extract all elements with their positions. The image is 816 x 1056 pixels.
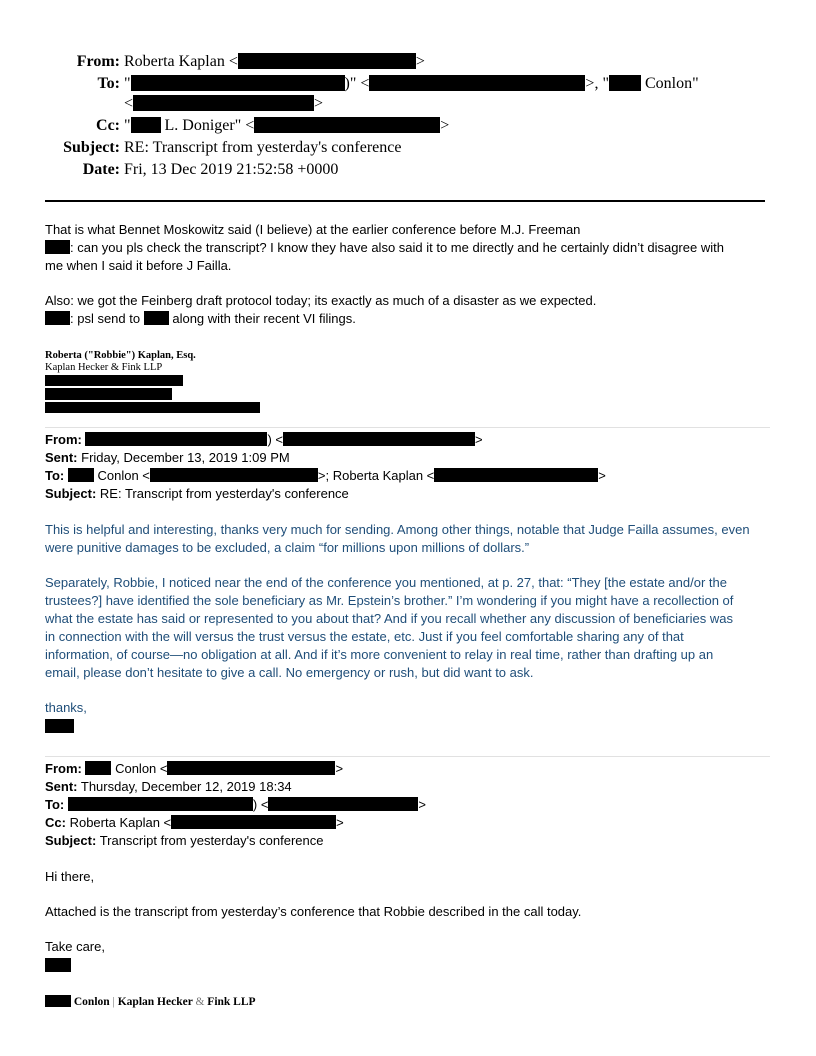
redaction: [609, 75, 641, 91]
message-header-2: From: ) < > Sent: Friday, December 13, 2019 1:09 PM To: Conlon < >; Roberta Kaplan < > Subject: RE: Transcript from yesterday's conference: [45, 432, 606, 501]
message-divider: [45, 427, 770, 428]
redaction: [45, 311, 70, 325]
closing-take-care: Take care,: [45, 939, 105, 954]
from-label: From:: [76, 53, 120, 70]
date-label: Date:: [82, 161, 120, 178]
header-divider: [45, 200, 765, 202]
redaction: [85, 761, 111, 775]
redaction: [131, 75, 345, 91]
redaction: [268, 797, 418, 811]
redaction: [283, 432, 475, 446]
date-value: Fri, 13 Dec 2019 21:52:58 +0000: [124, 161, 339, 178]
footer-signature: Conlon | Kaplan Hecker & Fink LLP: [45, 995, 770, 1008]
redaction: [68, 468, 94, 482]
redaction: [68, 797, 253, 811]
email-header: From: Roberta Kaplan < > To: " )" < >, " Conlon" < > Cc: " L. Doniger" < > Subject: RE: Transcript from yesterday's conference Date: Fri, 13 Dec 2019 21:52:58 +0000: [0, 52, 816, 182]
redaction: [171, 815, 336, 829]
redaction: [45, 375, 183, 386]
redaction: [45, 958, 71, 972]
redaction: [434, 468, 598, 482]
subject-label: Subject:: [63, 139, 120, 156]
to-label: To:: [97, 75, 120, 92]
message-body-3: Hi there, Attached is the transcript from yesterday’s conference that Robbie described in the call today. Take care,: [45, 868, 770, 972]
message-body-1: That is what Bennet Moskowitz said (I believe) at the earlier conference before M.J. Freeman : can you pls check the transcript? I know they have also said it to me directly and he certainly didn’t disagree with me when I said it before J Failla. Also: we got the Feinberg draft protocol today; its exactly as much of a disaster as we expected. : psl send to along with their recent VI filings.: [45, 222, 724, 326]
redaction: [254, 117, 440, 133]
signature-name: Roberta ("Robbie") Kaplan, Esq.: [45, 350, 196, 361]
redaction: [150, 468, 318, 482]
redaction: [45, 995, 71, 1007]
redaction: [45, 240, 70, 254]
redaction: [45, 388, 172, 400]
redaction: [167, 761, 335, 775]
message-divider: [45, 756, 770, 757]
redaction: [45, 402, 260, 413]
redaction: [131, 117, 161, 133]
redaction: [85, 432, 267, 446]
redaction: [144, 311, 169, 325]
subject-value: RE: Transcript from yesterday's conference: [124, 139, 402, 156]
message-body-2: This is helpful and interesting, thanks very much for sending. Among other things, notable that Judge Failla assumes, even were punitive damages to be excluded, a claim “for millions upon millions of dollars.” Separately, Robbie, I noticed near the end of the conference you mentioned, at p. 27, that: “They [the estate and/or the trustees?] have identified the sole beneficiary as Mr. Epstein’s brother.” I’m wondering if you might have a recollection of what the estate has said or represented to you about that? And if you recall whether any discussion of beneficiaries was in connection with the will versus the trust versus the estate, etc. Just if you feel comfortable sharing any of that information, of course—no obligation at all. And if it’s more convenient to relay in real time, rather than drafting up an email, please don’t hesitate to give a call. No emergency or rush, but did want to ask. thanks,: [45, 521, 770, 733]
signature-firm: Kaplan Hecker & Fink LLP: [45, 362, 163, 373]
cc-label: Cc:: [96, 117, 120, 134]
redaction: [133, 95, 314, 111]
signature-block: [45, 350, 770, 413]
message-header-3: From: Conlon < > Sent: Thursday, December 12, 2019 18:34 To: ) < > Cc: Roberta Kaplan < > Subject: Transcript from yesterday's conference: [45, 761, 427, 848]
footer-name: Conlon: [71, 996, 110, 1008]
greeting: Hi there,: [45, 869, 95, 884]
redaction: [45, 719, 74, 733]
redaction: [238, 53, 416, 69]
closing-thanks: thanks,: [45, 700, 87, 715]
redaction: [369, 75, 585, 91]
from-name: Roberta Kaplan <: [124, 53, 238, 70]
